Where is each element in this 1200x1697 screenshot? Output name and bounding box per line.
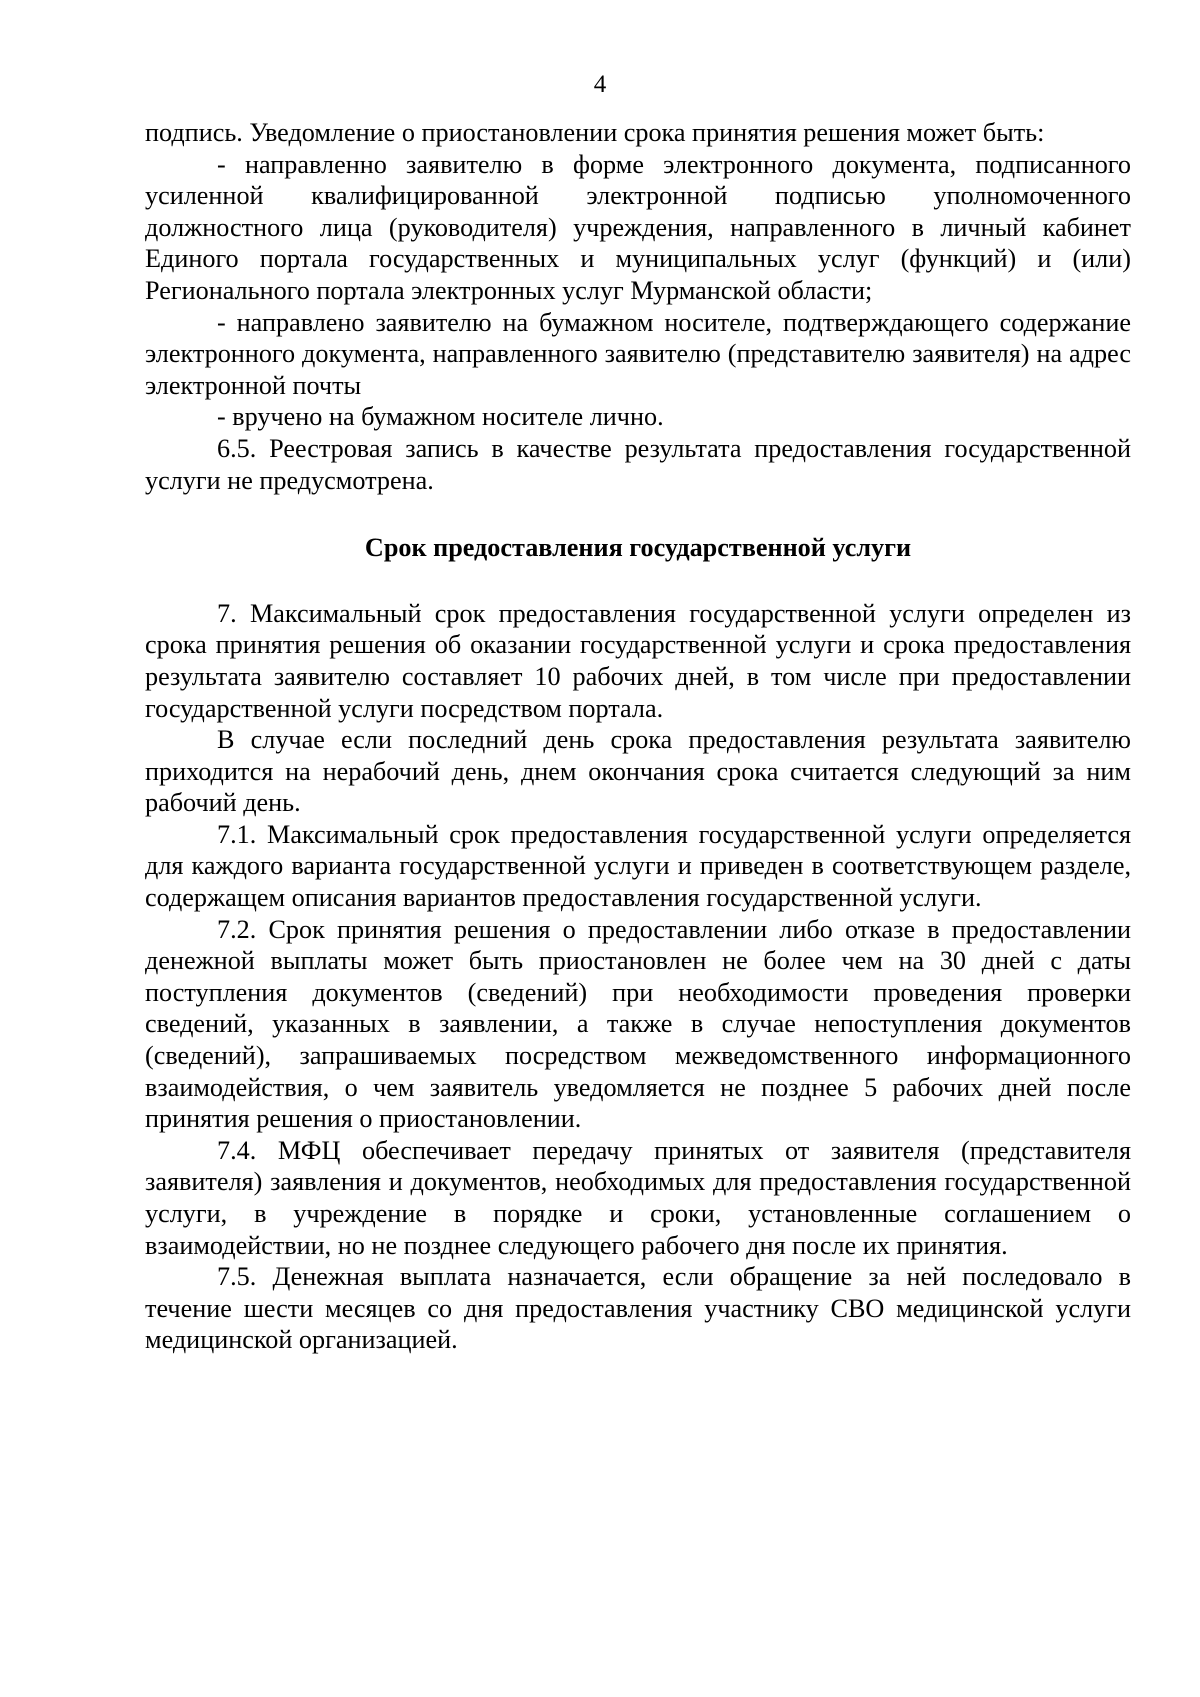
paragraph-7-4: 7.4. МФЦ обеспечивает передачу принятых от заявителя (представителя заявителя) заявления и документов, необходимых для предоставления государственной услуги, в учреждение в порядке и сроки, установленные соглашением о взаимодействии, но не позднее следующего рабочего дня после их принятия.: [145, 1135, 1131, 1260]
page-number: 4: [593, 71, 607, 98]
paragraph-7-holiday: В случае если последний день срока предоставления результата заявителю приходится на нерабочий день, днем окончания срока считается следующий за ним рабочий день.: [145, 725, 1131, 818]
paragraph-7-1: 7.1. Максимальный срок предоставления государственной услуги определяется для каждого варианта государственной услуги и приведен в соответствующем разделе, содержащем описания вариантов предоставления государственной услуги.: [145, 819, 1131, 913]
document-body: [145, 117, 1131, 1356]
paragraph-7-2: 7.2. Срок принятия решения о предоставлении либо отказе в предоставлении денежной выплаты может быть приостановлен не более чем на 30 дней с даты поступления документов (сведений) при необходимости проведения проверки сведений, указанных в заявлении, а также в случае непоступления документов (сведений), запрашиваемых посредством межведомственного информационного взаимодействия, о чем заявитель уведомляется не позднее 5 рабочих дней после принятия решения о приостановлении.: [145, 914, 1131, 1134]
list-item-paper-notice: - направлено заявителю на бумажном носителе, подтверждающего содержание электронного документа, направленного заявителю (представителю заявителя) на адрес электронной почты: [145, 307, 1131, 400]
paragraph-7: 7. Максимальный срок предоставления государственной услуги определен из срока принятия решения об оказании государственной услуги и срока предоставления результата заявителю составляет 10 рабочих дней, в том числе при предоставлении государственной услуги посредством портала.: [145, 598, 1131, 723]
section-heading: Срок предоставления государственной услуги: [364, 533, 912, 563]
list-item-electronic-notice: - направленно заявителю в форме электронного документа, подписанного усиленной квалифицированной электронной подписью уполномоченного должностного лица (руководителя) учреждения, направленного в личный кабинет Единого портала государственных и муниципальных услуг (функций) и (или) Регионального портала электронных услуг Мурманской области;: [145, 149, 1131, 305]
paragraph-6-5: 6.5. Реестровая запись в качестве результата предоставления государственной услуги не предусмотрена.: [145, 433, 1131, 495]
paragraph-continuation: подпись. Уведомление о приостановлении срока принятия решения может быть:: [145, 118, 1045, 147]
paragraph-7-5: 7.5. Денежная выплата назначается, если обращение за ней последовало в течение шести месяцев со дня предоставления участнику СВО медицинской услуги медицинской организацией.: [145, 1262, 1131, 1355]
list-item-handed-personally: - вручено на бумажном носителе лично.: [217, 402, 664, 432]
